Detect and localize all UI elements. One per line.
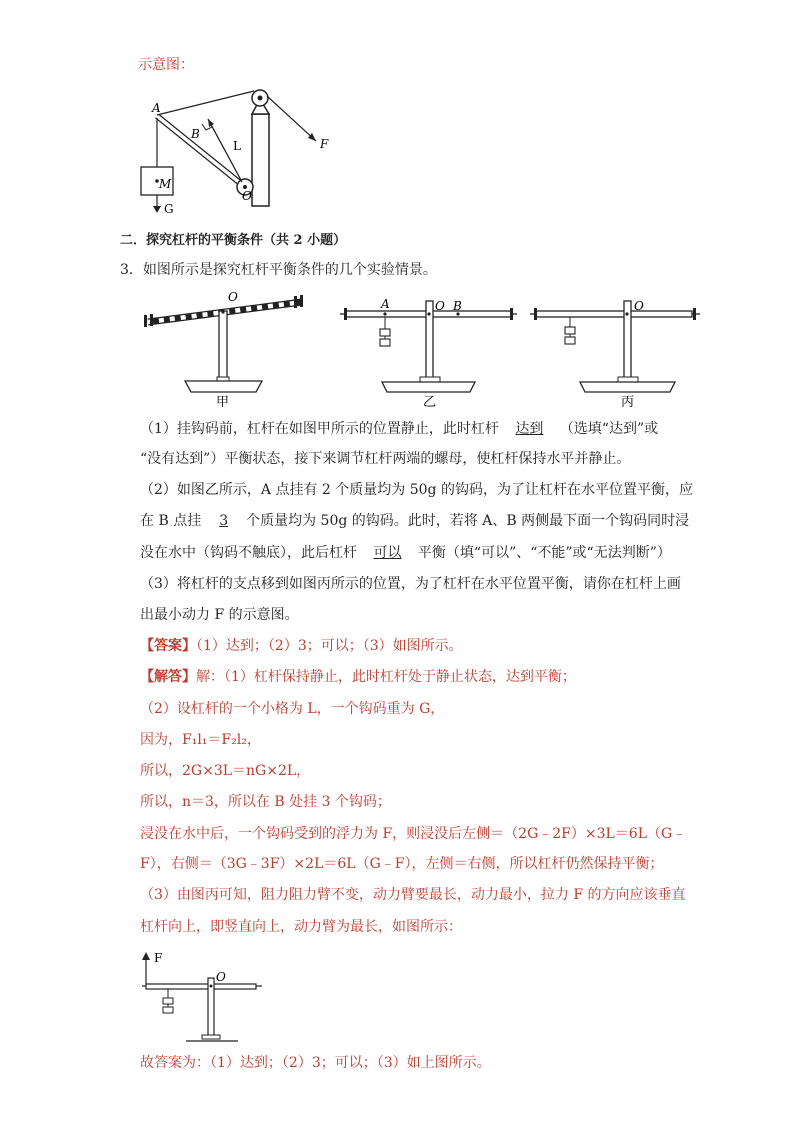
bing-caption: 丙 xyxy=(621,395,635,407)
lever-experiment-figures xyxy=(140,287,710,407)
label-M: M xyxy=(159,177,172,191)
jia-label-O: O xyxy=(228,290,238,304)
label-G: G xyxy=(164,202,174,216)
part2-line1: （2）如图乙所示，A 点挂有 2 个质量均为 50g 的钩码，为了让杠杆在水平位置平衡，应 xyxy=(140,482,693,498)
label-A: A xyxy=(152,101,161,115)
solution-tag: 【解答】 xyxy=(140,669,196,685)
solution-line9: 杠杆向上，即竖直向上，动力臂为最长，如图所示： xyxy=(140,919,462,935)
solution-line4: 所以，2G×3L＝nG×2L， xyxy=(140,763,311,779)
part2-answer2: 可以 xyxy=(373,545,402,561)
figure-jia xyxy=(144,290,303,407)
solution-line5: 所以，n＝3，所以在 B 处挂 3 个钩码； xyxy=(140,794,391,810)
answer-tag: 【答案】 xyxy=(140,638,196,654)
figure-bing xyxy=(530,299,700,407)
yi-caption: 乙 xyxy=(423,395,437,407)
figure-yi xyxy=(340,297,517,407)
final-answer: 故答案为：（1）达到；（2）3；可以；（3）如上图所示。 xyxy=(140,1055,491,1071)
part3-line1: （3）将杠杆的支点移到如图丙所示的位置，为了杠杆在水平位置平衡，请你在杠杆上画 xyxy=(140,576,681,592)
part2-line3 xyxy=(140,544,671,562)
solution-line3: 因为，F₁l₁＝F₂l₂， xyxy=(140,732,261,748)
part1-text-b: （选填“达到”或 xyxy=(559,421,659,437)
part2-text-c-pre: 没在水中（钩码不触底），此后杠杆 xyxy=(140,545,357,561)
yi-label-O: O xyxy=(435,299,445,313)
solution-label-F: F xyxy=(154,951,163,965)
answer-text: （1）达到；（2）3；可以；（3）如图所示。 xyxy=(196,638,463,654)
solution-text-1: 解：（1）杠杆保持静止，此时杠杆处于静止状态，达到平衡； xyxy=(196,669,576,685)
question-stem: 3．如图所示是探究杠杆平衡条件的几个实验情景。 xyxy=(120,262,437,278)
part2-text-pre: 在 B 点挂 xyxy=(140,513,202,529)
bing-label-O: O xyxy=(634,299,644,313)
solution-line8: （3）由图丙可知，阻力阻力臂不变，动力臂要最长，动力最小，拉力 F 的方向应该垂直 xyxy=(140,887,686,903)
part1-answer: 达到 xyxy=(515,421,544,437)
part2-text-post: 个质量均为 50g 的钩码。此时，若将 A、B 两侧最下面一个钩码同时浸 xyxy=(246,513,690,529)
label-L: L xyxy=(233,139,241,153)
label-F: F xyxy=(320,137,329,151)
solution-line2: （2）设杠杆的一个小格为 L，一个钩码重为 G， xyxy=(140,701,445,717)
part2-text-c-post: 平衡（填“可以”、“不能”或“无法判断”） xyxy=(417,545,671,561)
solution-label-O: O xyxy=(216,970,226,984)
lever-pulley-diagram xyxy=(130,84,350,219)
part2-answer: 3 xyxy=(219,513,229,529)
yi-label-A: A xyxy=(381,297,390,311)
label-B: B xyxy=(191,127,200,141)
part1-line2: “没有达到”）平衡状态，接下来调节杠杆两端的螺母，使杠杆保持水平并静止。 xyxy=(140,451,631,467)
section-title: 二．探究杠杆的平衡条件（共 2 小题） xyxy=(120,233,347,248)
diagram-label: 示意图： xyxy=(138,57,194,73)
solution-line7: F），右侧＝（3G﹣3F）×2L＝6L（G﹣F），左侧＝右侧，所以杠杆仍然保持平衡； xyxy=(140,856,664,872)
part2-line2 xyxy=(140,512,689,530)
jia-caption: 甲 xyxy=(216,395,230,407)
label-O: O xyxy=(242,189,252,203)
yi-label-B: B xyxy=(453,299,462,313)
solution-line1 xyxy=(140,668,576,686)
part3-line2: 出最小动力 F 的示意图。 xyxy=(140,607,299,623)
part1-line1 xyxy=(140,420,658,438)
part1-text-a: （1）挂钩码前，杠杆在如图甲所示的位置静止，此时杠杆 xyxy=(140,421,499,437)
answer-line xyxy=(140,637,463,655)
solution-lever-diagram xyxy=(138,946,268,1046)
solution-line6: 浸没在水中后，一个钩码受到的浮力为 F，则浸没后左侧＝（2G﹣2F）×3L＝6L（G﹣ xyxy=(140,826,687,842)
